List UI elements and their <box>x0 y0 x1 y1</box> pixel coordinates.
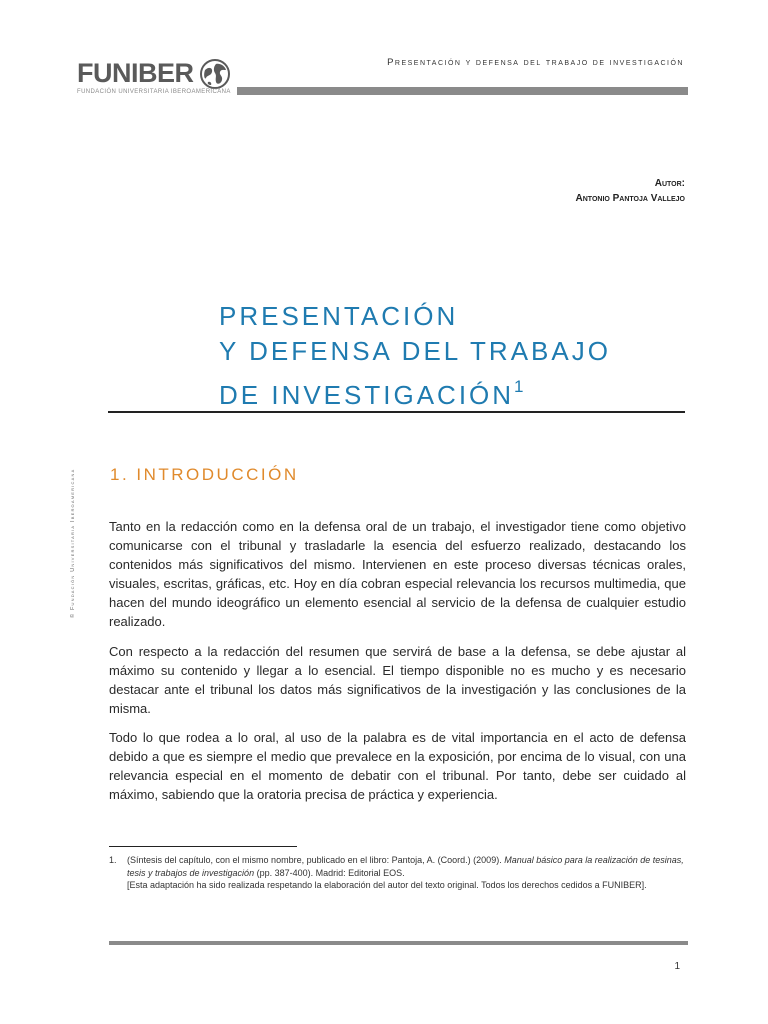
footnote-number: 1. <box>109 855 117 865</box>
footnote-text-before: (Síntesis del capítulo, con el mismo nombre, publicado en el libro: Pantoja, A. (Coord.) (2009). <box>127 855 505 865</box>
footnote-rule <box>109 846 297 847</box>
section-heading: 1. INTRODUCCIÓN <box>110 465 299 484</box>
author-label: Autor: <box>654 178 685 189</box>
title-line-3 <box>219 369 611 413</box>
footnote-text-after: (pp. 387-400). Madrid: Editorial EOS. <box>254 867 405 878</box>
footer-bar <box>109 941 688 945</box>
document-title <box>219 299 611 413</box>
title-footnote-ref: 1 <box>514 377 524 396</box>
footnote-book-title: Manual básico para la realización de tesinas, tesis y trabajos de investigación <box>127 855 684 878</box>
footnote-body <box>127 854 689 892</box>
footnote-note: [Esta adaptación ha sido realizada respetando la elaboración del autor del texto original. Todos los derechos cedidos a FUNIBER]. <box>127 880 647 890</box>
logo-subtitle: FUNDACIÓN UNIVERSITARIA IBEROAMERICANA <box>77 89 231 95</box>
funiber-logo <box>77 58 237 102</box>
header-divider-bar <box>237 87 688 95</box>
running-title: Presentación y defensa del trabajo de investigación <box>387 57 684 68</box>
title-line-2: Y DEFENSA DEL TRABAJO <box>219 336 611 366</box>
title-line-1: PRESENTACIÓN <box>219 301 459 331</box>
body-paragraph-1: Tanto en la redacción como en la defensa oral de un trabajo, el investigador tiene como objetivo comunicarse con el tribunal y trasladarle la esencia del esfuerzo realizado, destacando los contenidos más significativos del mismo. Intervienen en este proceso diversas técnicas orales, visuales, escritas, gráficas, etc. Hoy en día cobran especial relevancia los recursos multimedia, que hacen del mundo ideográfico un elemento esencial al servicio de la defensa de cualquier estudio realizado. <box>109 519 686 629</box>
page-number: 1 <box>674 961 680 972</box>
body-paragraph-2: Con respecto a la redacción del resumen que servirá de base a la defensa, se debe ajustar al máximo su contenido y llegar a lo esencial. El tiempo disponible no es mucho y es necesario destacar ante el tribunal los datos más significativos de la investigación y las conclusiones de la misma. <box>109 644 686 716</box>
title-line-3-text: DE INVESTIGACIÓN <box>219 380 515 410</box>
logo-wordmark: FUNIBER <box>77 58 194 88</box>
author-block <box>576 176 685 206</box>
globe-icon <box>199 58 231 90</box>
author-name: Antonio Pantoja Vallejo <box>575 193 685 204</box>
body-paragraph-3: Todo lo que rodea a lo oral, al uso de la palabra es de vital importancia en el acto de defensa debido a que es siempre el medio que prevalece en la exposición, por encima de lo visual, con una relevancia especial en el momento de debatir con el tribunal. Por tanto, debe ser cuidado al máximo, sabiendo que la oratoria precisa de práctica y experiencia. <box>109 730 686 802</box>
title-rule <box>108 411 685 413</box>
side-copyright-text: © Fundación Universitaria Iberoamericana <box>70 468 76 618</box>
